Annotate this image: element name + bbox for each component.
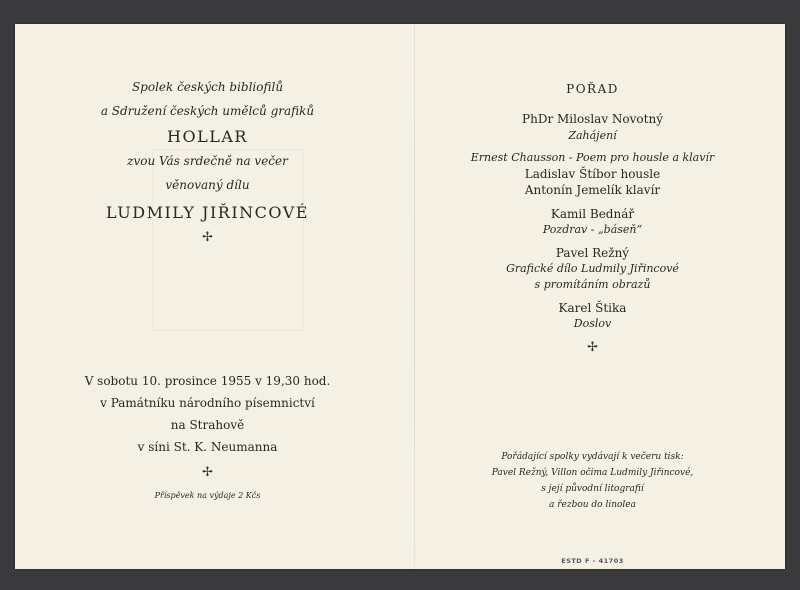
publication-note-line-2: Pavel Režný, Villon očima Ludmily Jiřincové, <box>491 468 694 478</box>
program-item: s promítáním obrazů <box>534 278 651 291</box>
invite-line-2: věnovaný dílu <box>165 178 250 192</box>
invite-line-1: zvou Vás srdečně na večer <box>127 154 288 168</box>
ornament-icon: ✢ <box>202 465 213 480</box>
invitation-sheet <box>15 24 785 569</box>
program-item: Pozdrav - „báseň“ <box>542 223 643 236</box>
program-speaker: Karel Štika <box>558 301 627 315</box>
program-performer: Ladislav Štíbor housle <box>524 167 661 181</box>
program-speaker: Kamil Bednář <box>550 207 635 221</box>
program-performer: Antonín Jemelík klavír <box>524 183 661 197</box>
right-panel <box>400 24 785 569</box>
fee-note: Příspěvek na výdaje 2 Kčs <box>154 491 261 500</box>
publication-note-line-1: Pořádající spolky vydávají k večeru tisk: <box>501 452 684 462</box>
organizer-line-1: Spolek českých bibliofilů <box>131 80 284 94</box>
date-line: V sobotu 10. prosince 1955 v 19,30 hod. <box>84 374 331 388</box>
publication-note-line-4: a řezbou do linolea <box>548 500 637 510</box>
program-speaker: PhDr Miloslav Novotný <box>522 112 663 126</box>
program-heading: POŘAD <box>566 82 619 96</box>
venue-line-1: v Památníku národního písemnictví <box>100 396 315 410</box>
ornament-icon: ✢ <box>587 340 598 355</box>
ornament-icon: ✢ <box>202 230 213 245</box>
program-item: Ernest Chausson - Poem pro housle a klavír <box>470 151 715 164</box>
venue-line-2: na Strahově <box>170 418 245 432</box>
publication-note-line-3: s její původní litografií <box>541 484 644 494</box>
program-item: Zahájení <box>568 129 617 142</box>
program-speaker: Pavel Režný <box>555 246 630 260</box>
left-panel <box>15 24 400 569</box>
program-item: Grafické dílo Ludmily Jiřincové <box>506 262 679 275</box>
program-item: Doslov <box>573 317 612 330</box>
organizer-name: HOLLAR <box>167 127 248 146</box>
organizer-line-2: a Sdružení českých umělců grafiků <box>100 104 315 118</box>
venue-line-3: v síni St. K. Neumanna <box>137 440 278 454</box>
print-code: ESTD F - 41703 <box>561 557 624 565</box>
artist-name: LUDMILY JIŘINCOVÉ <box>106 203 309 222</box>
